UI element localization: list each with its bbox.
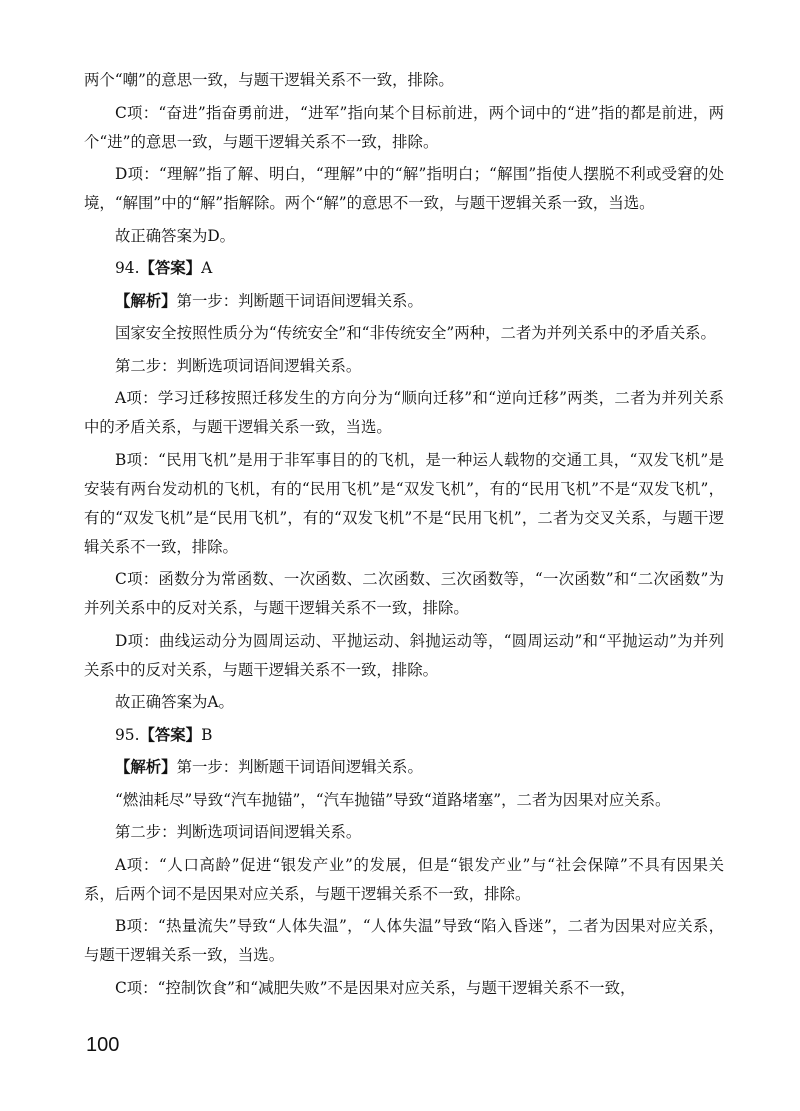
paragraph [84, 99, 724, 157]
bold-label: 【解析】 [115, 758, 177, 776]
paragraph-text: B项：“民用飞机”是用于非军事目的的飞机，是一种运人载物的交通工具，“双发飞机”是安装有两台发动机的飞机，有的“民用飞机”是“双发飞机”，有的“民用飞机”不是“双发飞机”，有的“双发飞机”是“民用飞机”，有的“双发飞机”不是“民用飞机”，二者为交叉关系，与题干逻辑关系不一致，排除。 [84, 450, 724, 556]
paragraph [84, 352, 724, 381]
paragraph [84, 753, 724, 782]
paragraph-text: A项：学习迁移按照迁移发生的方向分为“顺向迁移”和“逆向迁移”两类，二者为并列关系中的矛盾关系，与题干逻辑关系一致，当选。 [84, 389, 724, 436]
paragraph [84, 565, 724, 623]
paragraph [84, 721, 724, 750]
paragraph [84, 446, 724, 562]
paragraph [84, 912, 724, 970]
bold-label: 【答案】 [139, 259, 202, 277]
paragraph-text: 第一步：判断题干词语间逻辑关系。 [176, 291, 423, 310]
page-body [84, 66, 724, 1006]
paragraph-text: 第二步：判断选项词语间逻辑关系。 [115, 356, 362, 375]
page-number: 100 [86, 1034, 120, 1056]
paragraph [84, 851, 724, 909]
paragraph-text: 国家安全按照性质分为“传统安全”和“非传统安全”两种，二者为并列关系中的矛盾关系。 [115, 324, 716, 342]
paragraph [84, 287, 724, 316]
bold-label: 【答案】 [139, 725, 202, 744]
paragraph-text: 故正确答案为D。 [115, 226, 236, 245]
paragraph [84, 818, 724, 847]
paragraph [84, 627, 724, 685]
paragraph [84, 254, 724, 283]
paragraph-text: 第一步：判断题干词语间逻辑关系。 [176, 758, 423, 776]
paragraph-text: C项：“控制饮食”和“减肥失败”不是因果对应关系，与题干逻辑关系不一致， [115, 978, 636, 997]
paragraph-text: C项：“奋进”指奋勇前进，“进军”指向某个目标前进，两个词中的“进”指的都是前进，两个“进”的意思一致，与题干逻辑关系不一致，排除。 [84, 103, 724, 151]
paragraph-text: 95. [115, 725, 140, 744]
paragraph-text: 故正确答案为A。 [115, 693, 234, 711]
paragraph [84, 319, 724, 348]
paragraph-text: 第二步：判断选项词语间逻辑关系。 [115, 823, 362, 841]
paragraph [84, 66, 724, 95]
paragraph [84, 786, 724, 815]
paragraph-text: 两个“嘲”的意思一致，与题干逻辑关系不一致，排除。 [84, 71, 454, 89]
paragraph-text: D项：“理解”指了解、明白，“理解”中的“解”指明白；“解围”指使人摆脱不利或受窘的处境，“解围”中的“解”指解除。两个“解”的意思不一致，与题干逻辑关系一致，当选。 [84, 165, 724, 212]
paragraph-text: A [201, 259, 213, 277]
paragraph [84, 384, 724, 442]
paragraph-text: 94. [115, 259, 140, 277]
paragraph-text: A项：“人口高龄”促进“银发产业”的发展，但是“银发产业”与“社会保障”不具有因果关系，后两个词不是因果对应关系，与题干逻辑关系不一致，排除。 [84, 855, 724, 903]
paragraph [84, 160, 724, 218]
paragraph-text: C项：函数分为常函数、一次函数、二次函数、三次函数等，“一次函数”和“二次函数”为并列关系中的反对关系，与题干逻辑关系不一致，排除。 [84, 570, 724, 617]
paragraph [84, 974, 724, 1003]
paragraph [84, 688, 724, 717]
bold-label: 【解析】 [115, 291, 177, 310]
paragraph-text: B [201, 725, 213, 744]
paragraph-text: B项：“热量流失”导致“人体失温”，“人体失温”导致“陷入昏迷”，二者为因果对应关系，与题干逻辑关系一致，当选。 [84, 917, 724, 964]
paragraph-text: “燃油耗尽”导致“汽车抛锚”，“汽车抛锚”导致“道路堵塞”，二者为因果对应关系。 [115, 790, 671, 809]
paragraph-text: D项：曲线运动分为圆周运动、平抛运动、斜抛运动等，“圆周运动”和“平抛运动”为并列关系中的反对关系，与题干逻辑关系不一致，排除。 [84, 631, 724, 679]
paragraph [84, 222, 724, 251]
